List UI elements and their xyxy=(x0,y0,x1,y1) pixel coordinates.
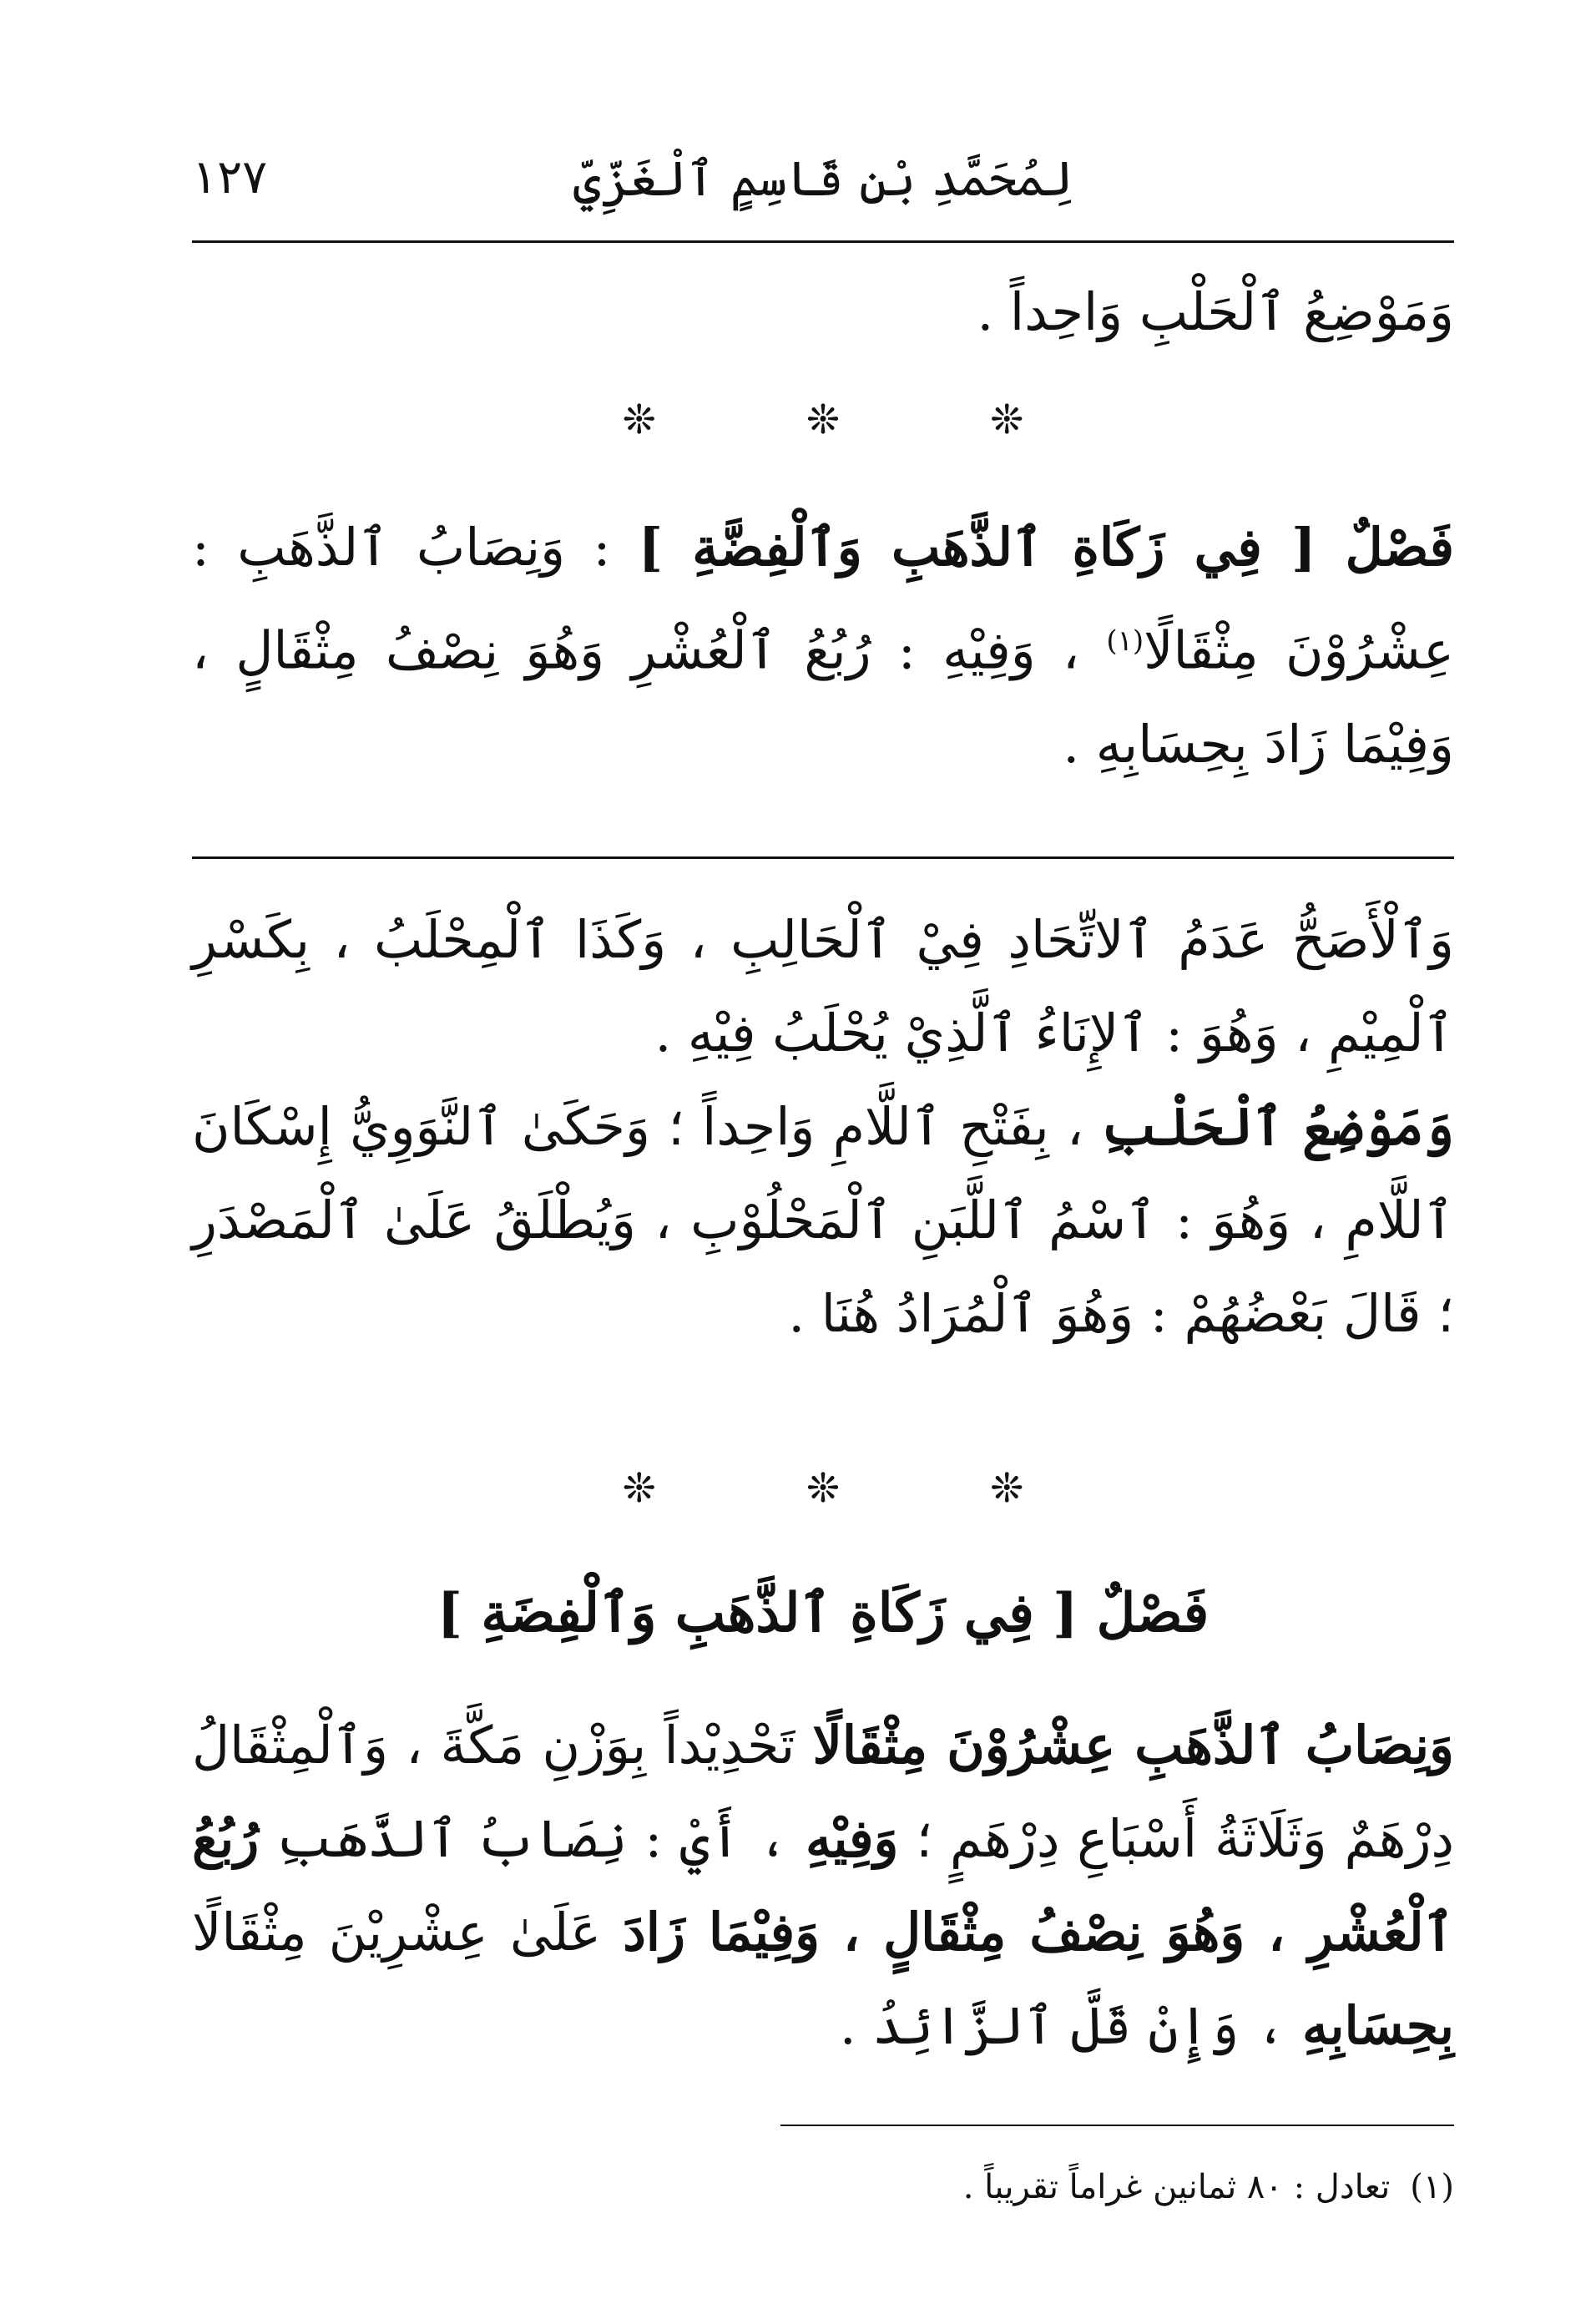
star-ornament: ❊ xyxy=(622,1465,656,1512)
section-2-text xyxy=(192,1699,1454,2073)
commentary-section xyxy=(192,893,1454,1361)
star-ornament: ❊ xyxy=(806,1465,841,1512)
text-top-line xyxy=(192,265,1454,359)
footnote-rule xyxy=(780,2125,1454,2126)
text-run-bold: وَمَوْضِعُ ٱلْحَلْبِ xyxy=(1101,1096,1454,1157)
text-run: تَحْدِيْداً بِوَزْنِ مَكَّةَ ، وَٱلْمِثْقَالُ دِرْهَمٌ وَثَلَاثَةُ أَسْبَاعِ دِرْهَمٍ ؛ xyxy=(192,1715,1455,1869)
text-run-bold: رُبُعُ ٱلْعُشْرِ ، وَهُوَ نِصْفُ مِثْقَالٍ ، وَفِيْمَا زَادَ xyxy=(192,1808,1454,1963)
text-run: ، أَيْ : نِصَابُ ٱلذَّهَبِ xyxy=(259,1808,806,1869)
commentary-paragraph-1: وَٱلْأَصَحُّ عَدَمُ ٱلاتِّحَادِ فِيْ ٱلْحَالِبِ ، وَكَذَا ٱلْمِحْلَبُ ، بِكَسْرِ ٱلْمِيْمِ ، وَهُوَ : ٱلإِنَاءُ ٱلَّذِيْ يُحْلَبُ فِيْهِ . xyxy=(192,909,1454,1064)
star-ornament: ❊ xyxy=(806,397,841,443)
text-run: ، وَفِيْهِ : رُبُعُ ٱلْعُشْرِ وَهُوَ نِصْفُ مِثْقَالٍ ، وَفِيْمَا زَادَ بِحِسَابِهِ . xyxy=(192,619,1454,775)
footnote-marker: (١) xyxy=(1410,2168,1454,2206)
footnote-text: تعادل : ٨٠ ثمانين غراماً تقريباً . xyxy=(962,2168,1391,2206)
text-run-bold: وَنِصَابُ ٱلذَّهَبِ عِشْرُوْنَ مِثْقَالًا xyxy=(812,1715,1454,1776)
section-title: فَصْلٌ [ فِي زَكَاةِ ٱلذَّهَبِ وَٱلْفِضَةِ ] xyxy=(437,1582,1210,1645)
main-text-section xyxy=(192,501,1454,791)
text-run: ، وَإِنْ قَلَّ ٱلزَّائِدُ . xyxy=(839,1995,1303,2056)
star-ornament: ❊ xyxy=(990,397,1024,443)
section-heading: فَصْلٌ [ فِي زَكَاةِ ٱلذَّهَبِ وَٱلْفِضَّةِ ] xyxy=(638,517,1454,578)
star-separator-1 xyxy=(192,397,1454,443)
star-ornament: ❊ xyxy=(990,1465,1024,1512)
text-run-bold: بِحِسَابِهِ xyxy=(1302,1995,1454,2056)
star-separator-2 xyxy=(192,1465,1454,1512)
text-run: عَلَىٰ عِشْرِيْنَ مِثْقَالًا xyxy=(192,1902,624,1963)
header-rule xyxy=(192,240,1454,243)
running-header xyxy=(192,142,1454,234)
text-run: : وَنِصَابُ ٱلذَّهَبِ : عِشْرُوْنَ مِثْقَالًا xyxy=(192,517,1454,681)
section-rule xyxy=(192,856,1454,859)
main-text-paragraph xyxy=(192,501,1454,791)
page-number: ١٢٧ xyxy=(192,150,268,205)
footnote-reference[interactable]: (١) xyxy=(1106,624,1144,658)
running-title: لِمُحَمَّدِ بْنِ قَاسِمٍ ٱلْغَزِّيِّ xyxy=(573,150,1073,207)
commentary-paragraph-2 xyxy=(192,1080,1454,1361)
star-ornament: ❊ xyxy=(622,397,656,443)
text-run-bold: وَفِيْهِ xyxy=(805,1808,899,1869)
text-run: ، بِفَتْحِ ٱللَّامِ وَاحِداً ؛ وَحَكَىٰ ٱلنَّوَوِيُّ إِسْكَانَ ٱللَّامِ ، وَهُوَ : ٱسْمُ ٱللَّبَنِ ٱلْمَحْلُوْبِ ، وَيُطْلَقُ عَلَىٰ ٱلْمَصْدَرِ ؛ قَالَ بَعْضُهُمْ : وَهُوَ ٱلْمُرَادُ هُنَا . xyxy=(192,1096,1454,1344)
text-line: وَمَوْضِعُ ٱلْحَلْبِ وَاحِداً . xyxy=(977,281,1454,342)
section-2-paragraph xyxy=(192,1699,1454,2073)
footnote xyxy=(192,2162,1454,2212)
